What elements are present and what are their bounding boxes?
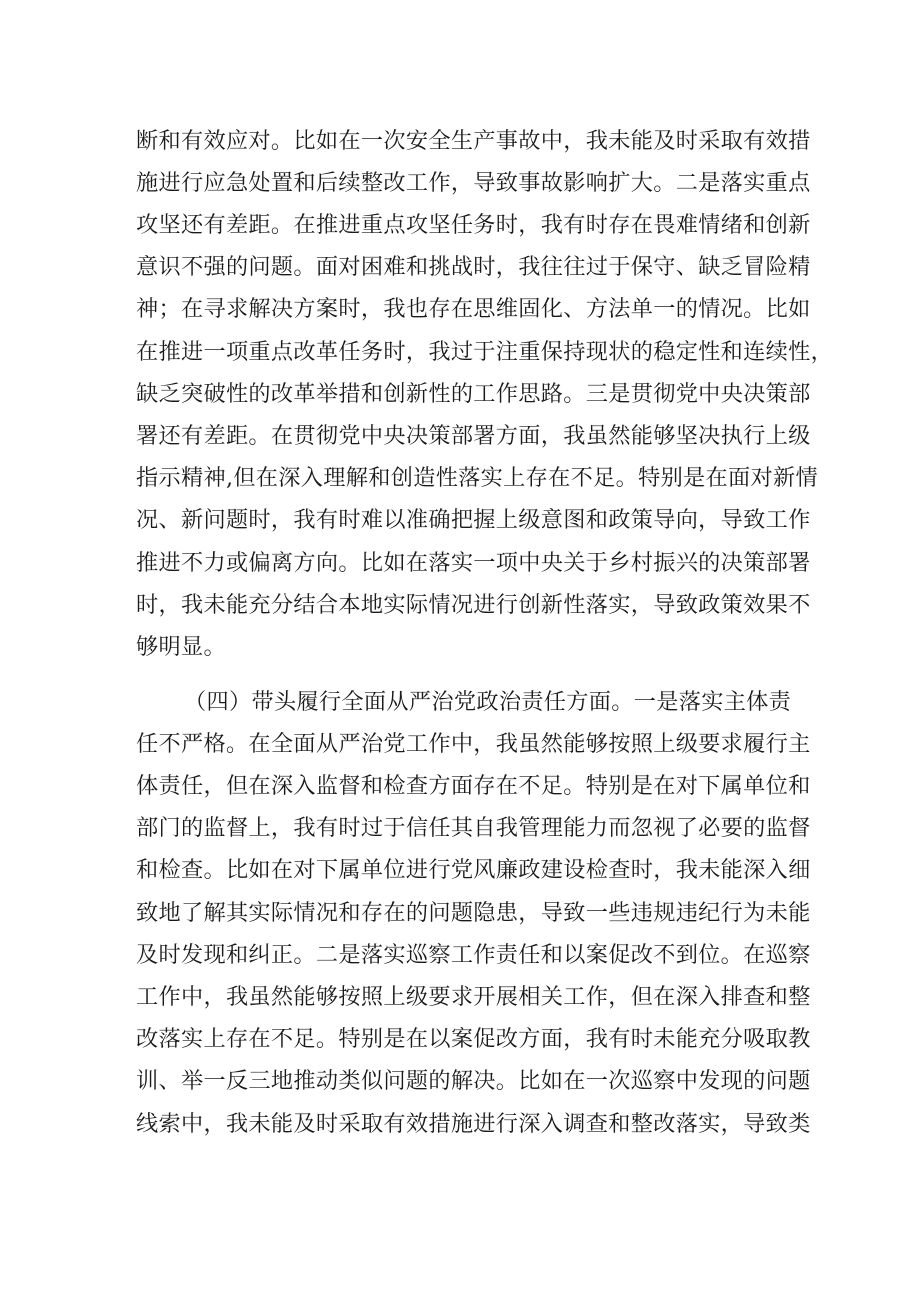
paragraph-2-line-6: 致地了解其实际情况和存在的问题隐患，导致一些违规违纪行为未能 <box>136 900 811 926</box>
paragraph-2-line-7: 及时发现和纠正。二是落实巡察工作责任和以案促改不到位。在巡察 <box>136 942 811 968</box>
paragraph-1-line-2: 施进行应急处置和后续整改工作，导致事故影响扩大。二是落实重点 <box>136 170 811 196</box>
paragraph-2-line-3: 体责任，但在深入监督和检查方面存在不足。特别是在对下属单位和 <box>136 773 811 799</box>
paragraph-1-line-4: 意识不强的问题。面对困难和挑战时，我往往过于保守、缺乏冒险精 <box>136 254 811 280</box>
paragraph-1-line-9: 指示精神,但在深入理解和创造性落实上存在不足。特别是在面对新情 <box>136 465 818 491</box>
paragraph-2-line-11: 线索中，我未能及时采取有效措施进行深入调查和整改落实，导致类 <box>136 1111 811 1137</box>
paragraph-1-line-8: 署还有差距。在贯彻党中央决策部署方面，我虽然能够坚决执行上级 <box>136 423 811 449</box>
paragraph-2-line-9: 改落实上存在不足。特别是在以案促改方面，我有时未能充分吸取教 <box>136 1026 811 1052</box>
paragraph-1-line-6: 在推进一项重点改革任务时，我过于注重保持现状的稳定性和连续性， <box>136 339 834 365</box>
paragraph-1-line-5: 神；在寻求解决方案时，我也存在思维固化、方法单一的情况。比如 <box>136 296 811 322</box>
paragraph-1-line-12: 时，我未能充分结合本地实际情况进行创新性落实，导致政策效果不 <box>136 592 811 618</box>
paragraph-2-line-5: 和检查。比如在对下属单位进行党风廉政建设检查时，我未能深入细 <box>136 857 811 883</box>
paragraph-1-line-7: 缺乏突破性的改革举措和创新性的工作思路。三是贯彻党中央决策部 <box>136 381 811 407</box>
paragraph-2-line-10: 训、举一反三地推动类似问题的解决。比如在一次巡察中发现的问题 <box>136 1068 811 1094</box>
paragraph-2-line-1: （四）带头履行全面从严治党政治责任方面。一是落实主体责 <box>184 689 792 715</box>
paragraph-2-line-8: 工作中，我虽然能够按照上级要求开展相关工作，但在深入排查和整 <box>136 984 811 1010</box>
paragraph-2-line-4: 部门的监督上，我有时过于信任其自我管理能力而忽视了必要的监督 <box>136 815 811 841</box>
paragraph-1-line-3: 攻坚还有差距。在推进重点攻坚任务时，我有时存在畏难情绪和创新 <box>136 212 811 238</box>
paragraph-1-line-1: 断和有效应对。比如在一次安全生产事故中，我未能及时采取有效措 <box>136 128 811 154</box>
paragraph-1-line-13: 够明显。 <box>136 634 226 660</box>
paragraph-2-line-2: 任不严格。在全面从严治党工作中，我虽然能够按照上级要求履行主 <box>136 731 811 757</box>
paragraph-1-line-10: 况、新问题时，我有时难以准确把握上级意图和政策导向，导致工作 <box>136 507 811 533</box>
paragraph-1-line-11: 推进不力或偏离方向。比如在落实一项中央关于乡村振兴的决策部署 <box>136 550 811 576</box>
